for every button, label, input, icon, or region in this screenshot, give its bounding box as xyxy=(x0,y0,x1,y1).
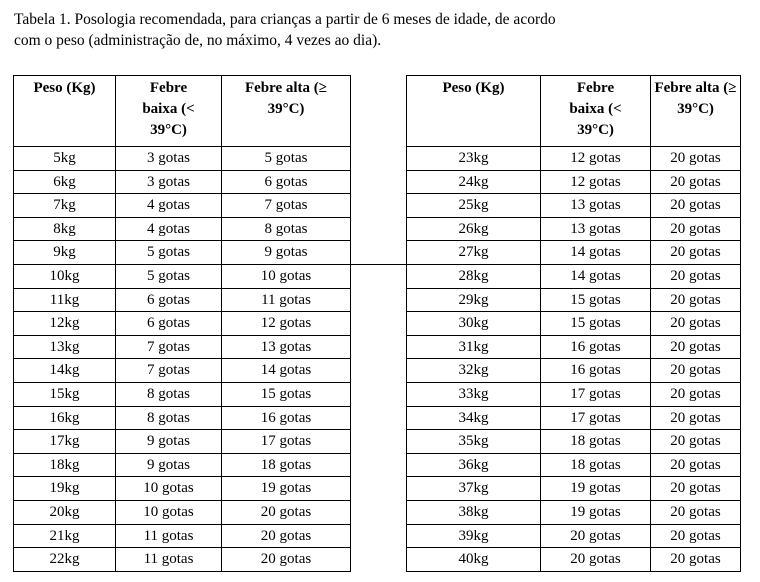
cell-low-fever-dose: 6 gotas xyxy=(116,288,222,312)
table-row xyxy=(14,500,351,524)
cell-low-fever-dose: 9 gotas xyxy=(116,453,222,477)
cell-low-fever-dose: 15 gotas xyxy=(541,288,651,312)
table-row xyxy=(407,217,741,241)
cell-high-fever-dose: 12 gotas xyxy=(222,312,351,336)
cell-weight: 15kg xyxy=(14,382,116,406)
cell-high-fever-dose: 9 gotas xyxy=(222,241,351,265)
cell-weight: 6kg xyxy=(14,170,116,194)
table-row xyxy=(407,147,741,171)
cell-weight: 18kg xyxy=(14,453,116,477)
cell-weight: 9kg xyxy=(14,241,116,265)
table-row xyxy=(407,359,741,383)
cell-weight: 5kg xyxy=(14,147,116,171)
cell-weight: 10kg xyxy=(14,264,116,288)
header-low-fever xyxy=(541,76,651,147)
cell-low-fever-dose: 3 gotas xyxy=(116,147,222,171)
table-row xyxy=(407,453,741,477)
table-row xyxy=(14,288,351,312)
cell-high-fever-dose: 20 gotas xyxy=(651,288,741,312)
cell-high-fever-dose: 19 gotas xyxy=(222,477,351,501)
table-row xyxy=(407,170,741,194)
table-row xyxy=(14,241,351,265)
cell-weight: 34kg xyxy=(407,406,541,430)
cell-high-fever-dose: 20 gotas xyxy=(651,170,741,194)
table-row xyxy=(14,524,351,548)
cell-high-fever-dose: 14 gotas xyxy=(222,359,351,383)
cell-weight: 27kg xyxy=(407,241,541,265)
cell-weight: 21kg xyxy=(14,524,116,548)
cell-high-fever-dose: 20 gotas xyxy=(651,453,741,477)
table-row xyxy=(14,312,351,336)
cell-low-fever-dose: 17 gotas xyxy=(541,382,651,406)
cell-low-fever-dose: 13 gotas xyxy=(541,217,651,241)
cell-low-fever-dose: 18 gotas xyxy=(541,430,651,454)
caption-line-2: com o peso (administração de, no máximo, 4 vezes ao dia). xyxy=(14,32,382,49)
cell-weight: 26kg xyxy=(407,217,541,241)
table-row xyxy=(407,241,741,265)
cell-high-fever-dose: 20 gotas xyxy=(222,524,351,548)
cell-weight: 24kg xyxy=(407,170,541,194)
cell-high-fever-dose: 20 gotas xyxy=(651,500,741,524)
cell-weight: 23kg xyxy=(407,147,541,171)
cell-low-fever-dose: 20 gotas xyxy=(541,548,651,572)
cell-high-fever-dose: 18 gotas xyxy=(222,453,351,477)
table-row xyxy=(14,382,351,406)
header-high-fever-text: Febre alta (≥ 39°C) xyxy=(654,80,737,117)
table-row xyxy=(14,359,351,383)
cell-high-fever-dose: 13 gotas xyxy=(222,335,351,359)
cell-weight: 37kg xyxy=(407,477,541,501)
cell-weight: 8kg xyxy=(14,217,116,241)
cell-weight: 35kg xyxy=(407,430,541,454)
cell-low-fever-dose: 16 gotas xyxy=(541,359,651,383)
header-weight: Peso (Kg) xyxy=(407,76,541,147)
cell-weight: 33kg xyxy=(407,382,541,406)
cell-high-fever-dose: 17 gotas xyxy=(222,430,351,454)
cell-high-fever-dose: 6 gotas xyxy=(222,170,351,194)
cell-high-fever-dose: 5 gotas xyxy=(222,147,351,171)
cell-high-fever-dose: 20 gotas xyxy=(651,524,741,548)
cell-low-fever-dose: 7 gotas xyxy=(116,335,222,359)
header-low-fever-text: Febre baixa (< 39°C) xyxy=(142,80,195,138)
table-body-left xyxy=(14,147,351,572)
table-row xyxy=(407,335,741,359)
table-row xyxy=(407,382,741,406)
divider-line xyxy=(350,264,406,265)
cell-low-fever-dose: 10 gotas xyxy=(116,500,222,524)
cell-high-fever-dose: 20 gotas xyxy=(651,477,741,501)
cell-low-fever-dose: 18 gotas xyxy=(541,453,651,477)
cell-low-fever-dose: 5 gotas xyxy=(116,241,222,265)
cell-low-fever-dose: 7 gotas xyxy=(116,359,222,383)
cell-weight: 11kg xyxy=(14,288,116,312)
cell-weight: 7kg xyxy=(14,194,116,218)
table-row xyxy=(14,147,351,171)
cell-weight: 39kg xyxy=(407,524,541,548)
caption-line-1: Tabela 1. Posologia recomendada, para crianças a partir de 6 meses de idade, de acordo xyxy=(14,11,556,28)
table-row xyxy=(407,477,741,501)
cell-low-fever-dose: 16 gotas xyxy=(541,335,651,359)
table-row xyxy=(14,170,351,194)
cell-weight: 16kg xyxy=(14,406,116,430)
table-row xyxy=(14,477,351,501)
table-row xyxy=(407,264,741,288)
cell-weight: 25kg xyxy=(407,194,541,218)
cell-high-fever-dose: 20 gotas xyxy=(651,548,741,572)
cell-low-fever-dose: 4 gotas xyxy=(116,194,222,218)
cell-low-fever-dose: 14 gotas xyxy=(541,241,651,265)
cell-low-fever-dose: 6 gotas xyxy=(116,312,222,336)
cell-low-fever-dose: 20 gotas xyxy=(541,524,651,548)
cell-high-fever-dose: 20 gotas xyxy=(651,194,741,218)
cell-high-fever-dose: 20 gotas xyxy=(651,382,741,406)
header-high-fever xyxy=(651,76,741,147)
cell-weight: 40kg xyxy=(407,548,541,572)
cell-high-fever-dose: 8 gotas xyxy=(222,217,351,241)
header-weight: Peso (Kg) xyxy=(14,76,116,147)
cell-high-fever-dose: 20 gotas xyxy=(651,430,741,454)
cell-high-fever-dose: 20 gotas xyxy=(651,264,741,288)
table-row xyxy=(14,217,351,241)
cell-low-fever-dose: 12 gotas xyxy=(541,147,651,171)
cell-low-fever-dose: 12 gotas xyxy=(541,170,651,194)
cell-weight: 28kg xyxy=(407,264,541,288)
cell-high-fever-dose: 20 gotas xyxy=(651,312,741,336)
cell-high-fever-dose: 20 gotas xyxy=(222,548,351,572)
table-row xyxy=(14,264,351,288)
header-low-fever-text: Febre baixa (< 39°C) xyxy=(569,80,622,138)
table-row xyxy=(407,312,741,336)
cell-low-fever-dose: 19 gotas xyxy=(541,477,651,501)
cell-low-fever-dose: 11 gotas xyxy=(116,548,222,572)
dosage-table-right xyxy=(406,75,741,572)
cell-weight: 14kg xyxy=(14,359,116,383)
cell-low-fever-dose: 10 gotas xyxy=(116,477,222,501)
cell-high-fever-dose: 20 gotas xyxy=(651,217,741,241)
cell-weight: 29kg xyxy=(407,288,541,312)
cell-weight: 38kg xyxy=(407,500,541,524)
table-body-right xyxy=(407,147,741,572)
cell-low-fever-dose: 15 gotas xyxy=(541,312,651,336)
cell-low-fever-dose: 8 gotas xyxy=(116,382,222,406)
cell-high-fever-dose: 11 gotas xyxy=(222,288,351,312)
cell-low-fever-dose: 19 gotas xyxy=(541,500,651,524)
cell-weight: 32kg xyxy=(407,359,541,383)
cell-high-fever-dose: 10 gotas xyxy=(222,264,351,288)
cell-low-fever-dose: 4 gotas xyxy=(116,217,222,241)
cell-weight: 22kg xyxy=(14,548,116,572)
table-caption xyxy=(14,9,749,51)
table-row xyxy=(14,406,351,430)
cell-weight: 20kg xyxy=(14,500,116,524)
cell-low-fever-dose: 17 gotas xyxy=(541,406,651,430)
cell-weight: 36kg xyxy=(407,453,541,477)
table-row xyxy=(14,548,351,572)
cell-weight: 19kg xyxy=(14,477,116,501)
cell-high-fever-dose: 20 gotas xyxy=(651,359,741,383)
cell-high-fever-dose: 7 gotas xyxy=(222,194,351,218)
cell-low-fever-dose: 14 gotas xyxy=(541,264,651,288)
cell-weight: 12kg xyxy=(14,312,116,336)
cell-low-fever-dose: 8 gotas xyxy=(116,406,222,430)
cell-low-fever-dose: 11 gotas xyxy=(116,524,222,548)
table-row xyxy=(407,524,741,548)
header-row xyxy=(407,76,741,147)
cell-low-fever-dose: 9 gotas xyxy=(116,430,222,454)
table-row xyxy=(407,548,741,572)
cell-high-fever-dose: 20 gotas xyxy=(222,500,351,524)
cell-low-fever-dose: 3 gotas xyxy=(116,170,222,194)
table-row xyxy=(14,194,351,218)
cell-high-fever-dose: 15 gotas xyxy=(222,382,351,406)
cell-weight: 13kg xyxy=(14,335,116,359)
table-row xyxy=(14,453,351,477)
dosage-table-left xyxy=(13,75,351,572)
cell-weight: 31kg xyxy=(407,335,541,359)
header-low-fever xyxy=(116,76,222,147)
header-row xyxy=(14,76,351,147)
cell-high-fever-dose: 20 gotas xyxy=(651,241,741,265)
table-row xyxy=(407,500,741,524)
header-high-fever xyxy=(222,76,351,147)
cell-low-fever-dose: 5 gotas xyxy=(116,264,222,288)
cell-weight: 17kg xyxy=(14,430,116,454)
cell-high-fever-dose: 20 gotas xyxy=(651,335,741,359)
table-row xyxy=(407,194,741,218)
cell-weight: 30kg xyxy=(407,312,541,336)
cell-high-fever-dose: 20 gotas xyxy=(651,147,741,171)
cell-high-fever-dose: 16 gotas xyxy=(222,406,351,430)
header-high-fever-text: Febre alta (≥ 39°C) xyxy=(244,80,328,117)
table-row xyxy=(407,406,741,430)
table-row xyxy=(407,430,741,454)
table-row xyxy=(407,288,741,312)
cell-high-fever-dose: 20 gotas xyxy=(651,406,741,430)
cell-low-fever-dose: 13 gotas xyxy=(541,194,651,218)
table-row xyxy=(14,430,351,454)
table-row xyxy=(14,335,351,359)
